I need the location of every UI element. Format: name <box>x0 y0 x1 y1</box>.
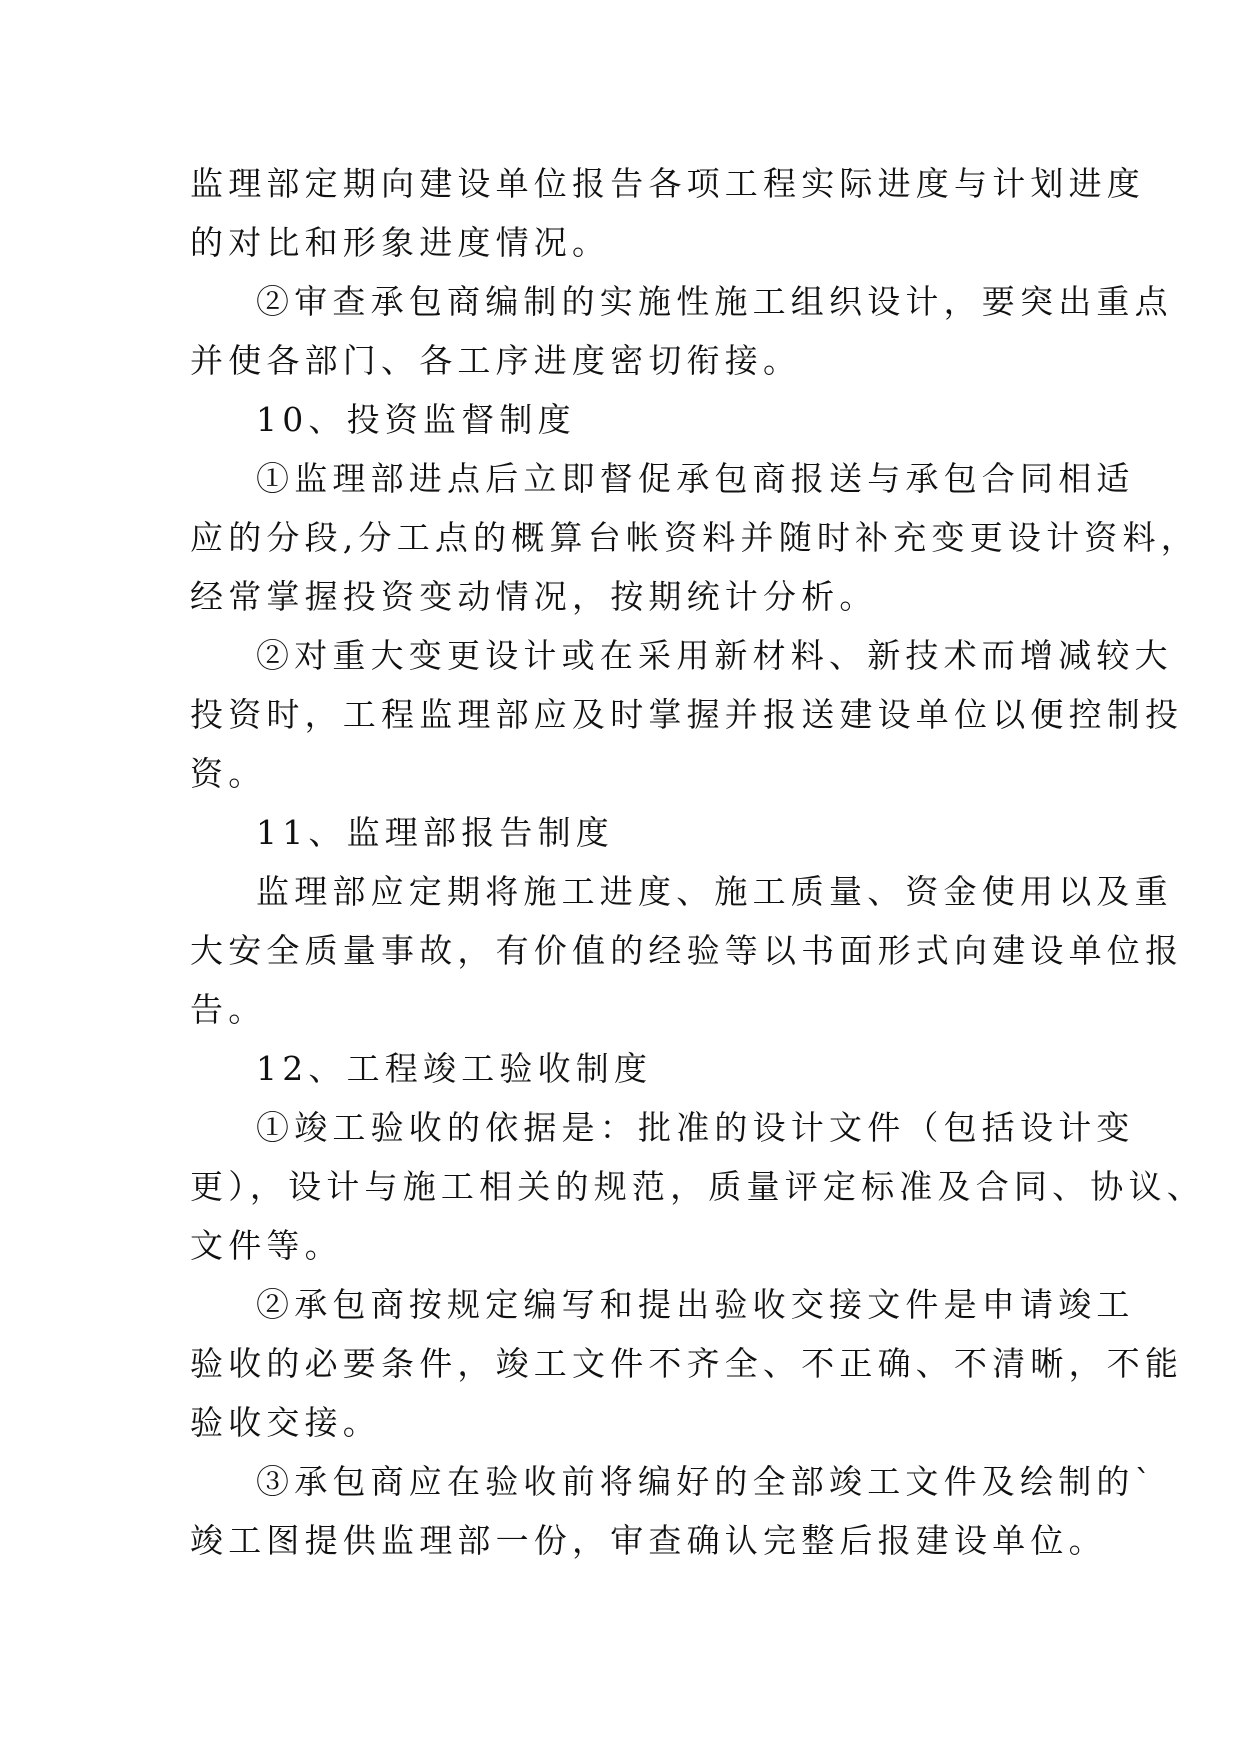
text-line: ①监理部进点后立即督促承包商报送与承包合同相适 <box>256 459 1135 498</box>
text-line: 验收的必要条件，竣工文件不齐全、不正确、不清晰，不能 <box>190 1344 1184 1383</box>
text-line: ③承包商应在验收前将编好的全部竣工文件及绘制的` <box>256 1462 1157 1501</box>
text-line: 监理部定期向建设单位报告各项工程实际进度与计划进度 <box>190 164 1145 203</box>
text-line: 投资时，工程监理部应及时掌握并报送建设单位以便控制投 <box>190 695 1184 734</box>
text-line: 验收交接。 <box>190 1403 381 1442</box>
text-line: 资。 <box>190 754 267 793</box>
text-line: 竣工图提供监理部一份，审查确认完整后报建设单位。 <box>190 1521 1107 1560</box>
text-line: 文件等。 <box>190 1226 343 1265</box>
section-heading: 12、工程竣工验收制度 <box>256 1049 653 1088</box>
text-line: 监理部应定期将施工进度、施工质量、资金使用以及重 <box>256 872 1173 911</box>
body-text <box>190 154 1205 1570</box>
section-heading: 10、投资监督制度 <box>256 400 576 439</box>
text-line: 更），设计与施工相关的规范，质量评定标准及合同、协议、 <box>190 1167 1205 1206</box>
text-line: 经常掌握投资变动情况，按期统计分析。 <box>190 577 878 616</box>
text-line: 大安全质量事故，有价值的经验等以书面形式向建设单位报 <box>190 931 1184 970</box>
text-line: ②对重大变更设计或在采用新材料、新技术而增减较大 <box>256 636 1173 675</box>
text-line: 的对比和形象进度情况。 <box>190 223 611 262</box>
section-heading: 11、监理部报告制度 <box>256 813 614 852</box>
text-line: ①竣工验收的依据是：批准的设计文件（包括设计变 <box>256 1108 1135 1147</box>
text-line: ②审查承包商编制的实施性施工组织设计，要突出重点 <box>256 282 1173 321</box>
text-line: 告。 <box>190 990 267 1029</box>
text-line: 并使各部门、各工序进度密切衔接。 <box>190 341 802 380</box>
text-line: ②承包商按规定编写和提出验收交接文件是申请竣工 <box>256 1285 1135 1324</box>
text-line: 应的分段,分工点的概算台帐资料并随时补充变更设计资料， <box>190 518 1199 557</box>
